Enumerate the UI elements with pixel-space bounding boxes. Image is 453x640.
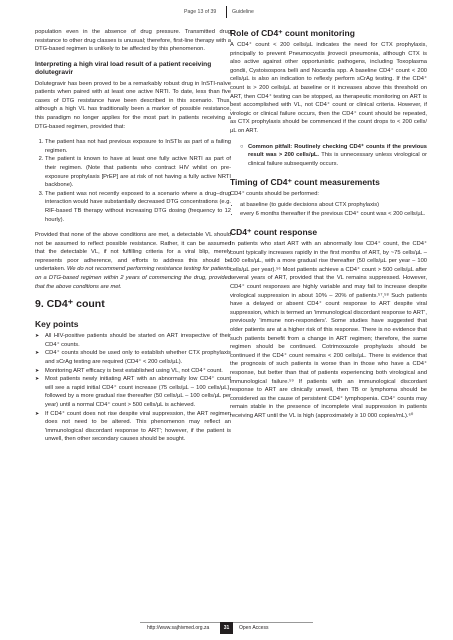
list-item: 3. The patient was not recently exposed to a scenario where a drug–drug interaction would have substantially decreased DTG concentrations (e.g. RIF-based TB therapy without increasing DTG dosing (frequency to 12 hourly). — [45, 190, 231, 224]
key-points-heading: Key points — [35, 319, 79, 330]
key-points-list — [35, 332, 231, 444]
subheading-interpreting: Interpreting a high viral load result of a patient receiving dolutegravir — [35, 60, 212, 77]
conditions-list — [35, 138, 231, 224]
paragraph: Provided that none of the above conditions are met, a detectable VL should not be assumed to reflect possible resistance. Rather, it can be assumed that the detectable VL, if not fulfilling criteria for a viral blip, merely represents poor adherence, and efforts to address this should be undertaken. We do not recommend performing resistance testing for patients on a DTG-based regimen within 2 years of commencing the drug, provided that the above conditions are met. — [35, 232, 231, 290]
page-footer — [0, 622, 453, 636]
paragraph: population even in the absence of drug pressure. Transmitted drug resistance to other drug classes is unusual; therefore, first-line therapy with a DTG-based regimen is unlikely to be affected by this phenomenon. — [35, 29, 231, 53]
list-item: ➤ CD4⁺ counts should be used only to establish whether CTX prophylaxis and sCrAg testing are required (CD4⁺ < 200 cells/µL). — [45, 349, 231, 366]
list-item: ➤ Most patients newly initiating ART with an abnormally low CD4⁺ count will see a rapid initial CD4⁺ count increase (75 cells/µL – 100 cells/µL), followed by a more gradual rise thereafter (50 cells/µL – 100 cells/µL per year) until a normal CD4⁺ count > 500 cells/µL is achieved. — [45, 375, 231, 409]
page-label: Page 13 of 39 — [184, 9, 217, 15]
page-header — [0, 6, 453, 18]
timing-list — [230, 201, 427, 218]
section-title: 9. CD4⁺ count — [35, 298, 105, 311]
list-item: • at baseline (to guide decisions about CTX prophylaxis) — [240, 201, 427, 210]
list-item: 1. The patient has not had previous exposure to InSTIs as part of a failing regimen. — [45, 138, 231, 155]
left-column — [35, 28, 231, 444]
pitfall-callout: ○ Common pitfall: Routinely checking CD4⁺ counts if the previous result was > 200 cells/µL. This is unnecessary unless virological or clinical failure subsequently occurs. — [248, 143, 427, 169]
list-item: ➤ All HIV-positive patients should be started on ART irrespective of their CD4⁺ counts. — [45, 332, 231, 349]
page-number: 31 — [220, 622, 233, 634]
list-item: ➤ If CD4⁺ count does not rise despite viral suppression, the ART regimen does not need to be altered. This phenomenon may reflect an 'immunological discordant response to ART'; however, if the patient is unwell, then other secondary causes should be sought. — [45, 410, 231, 444]
list-item: • every 6 months thereafter if the previous CD4⁺ count was < 200 cells/µL. — [240, 210, 427, 219]
response-heading: CD4⁺ count response — [230, 227, 318, 238]
open-access-label: Open Access — [239, 625, 269, 631]
recommendation-note: We do not recommend performing resistance testing for patients on a DTG-based regimen within 2 years of commencing the drug, provided that the above conditions are met. — [35, 266, 231, 290]
section-label: Guideline — [232, 9, 254, 15]
paragraph: Dolutegravir has been proved to be a remarkably robust drug in InSTI-naïve patients when paired with at least one active NRTI. To date, less than five cases of DTG resistance have been described in this scenario. Thus, although a high VL has traditionally been a marker of possible resistance, this paradigm no longer applies for the most part in patients receiving a DTG-based regimen, provided that: — [35, 80, 231, 130]
timing-heading: Timing of CD4⁺ count measurements — [230, 177, 380, 188]
paragraph: CD4⁺ counts should be performed: — [230, 191, 320, 198]
header-divider — [226, 6, 227, 18]
paragraph: In patients who start ART with an abnormally low CD4⁺ count, the CD4⁺ count typically increases rapidly in the first months of ART, by ~75 cells/µL – 100 cells/µL, with a more gradual rise thereafter (50 cells/µL per year – 100 cells/µL per year).⁵⁶ Most patients achieve a CD4⁺ count > 500 cells/µL after several years of ART, provided that the VL remains suppressed. However, CD4⁺ count responses are highly variable and may fail to increase despite virological suppression in about 10% – 20% of patients.⁵⁷,⁵⁸ Such patients have a delayed or absent CD4⁺ count response to ART despite viral suppression, which is termed an 'immunological discordant response to ART', previously 'immune non-responders'. Some studies have suggested that older patients are at a higher risk of this response. There is no evidence that such patients benefit from a change in ART regimen; therefore, the same regimen should be continued. Cotrimoxazole prophylaxis should be continued if the CD4⁺ count remains < 200 cells/µL. There is evidence that the prognosis of such patients is worse than in those who have a CD4⁺ response, but better than that of patients experiencing both virological and immunological failure.⁵⁹ If patients with an immunological discordant response to ART are clinically unwell, then TB or lymphoma should be considered as the cause of persistent CD4⁺ lymphopenia. CD4⁺ counts may remain stable in the presence of incomplete viral suppression in patients receiving ART until the VL is high (approximately ≥ 10 000 copies/mL).⁶⁰ — [230, 241, 427, 419]
journal-link[interactable]: http://www.sajhivmed.org.za — [147, 625, 210, 631]
role-heading: Role of CD4⁺ count monitoring — [230, 28, 355, 38]
right-column — [230, 28, 427, 428]
list-item: 2. The patient is known to have at least one fully active NRTI as part of their regimen. (Note that patients who contract HIV whilst on pre-exposure prophylaxis [PrEP] are at risk of not having a fully active NRTI backbone). — [45, 155, 231, 189]
paragraph: A CD4⁺ count < 200 cells/µL indicates the need for CTX prophylaxis, principally to prevent Pneumocystis jirovecii pneumonia, although CTX is also active against other opportunistic pathogens, including Toxoplasma gondii, Cystoisospora belli and Nocardia spp. A baseline CD4⁺ count < 200 cells/µL is also an indication to reflexly perform sCrAg testing. If the CD4⁺ count is > 200 cells/µL at baseline or it increases above this threshold on ART, then CD4⁺ testing can be stopped, as therapeutic monitoring on ART is best accomplished with VL, not CD4⁺ count or clinical criteria. However, if virologic or clinical failure occurs, then the CD4⁺ count should be repeated, as CTX prophylaxis should be commenced if the count drops to < 200 cells/µL on ART. — [230, 42, 427, 134]
list-item: ➤ Monitoring ART efficacy is best established using VL, not CD4⁺ count. — [45, 367, 231, 376]
